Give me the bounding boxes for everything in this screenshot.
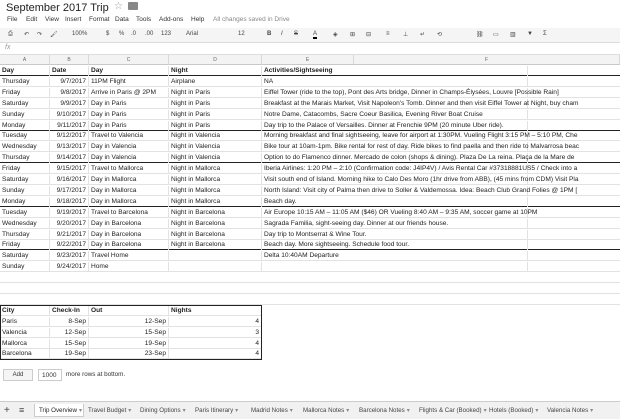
plan-cell[interactable]: 11PM Flight [89, 77, 169, 87]
print-icon[interactable]: ⎙ [8, 31, 13, 37]
night-cell[interactable]: Night in Valencia [169, 131, 262, 141]
tab-menu-chevron-icon[interactable]: ▾ [128, 407, 132, 414]
tab-menu-chevron-icon[interactable]: ▾ [289, 407, 293, 414]
checkin-cell[interactable]: 19-Sep [50, 349, 89, 359]
plan-cell[interactable]: Travel to Barcelona [89, 208, 169, 218]
menu-help[interactable]: Help [191, 16, 205, 23]
table-row [0, 186, 620, 196]
spreadsheet-grid [0, 55, 620, 365]
document-title[interactable]: September 2017 Trip [6, 2, 109, 14]
table-row [0, 131, 620, 141]
table-row [0, 121, 620, 131]
night-cell[interactable]: Night in Mallorca [169, 197, 262, 207]
comment-icon[interactable]: ▭ [493, 32, 499, 38]
header-row [0, 66, 620, 76]
city-cell[interactable]: Mallorca [0, 339, 50, 349]
activity-cell[interactable]: Beach day. [262, 197, 528, 207]
night-cell[interactable]: Night in Mallorca [169, 164, 262, 174]
bold-icon[interactable]: B [267, 31, 272, 37]
tab-menu-chevron-icon[interactable]: ▾ [235, 407, 239, 414]
plan-cell[interactable]: Day in Mallorca [89, 175, 169, 185]
menu-insert[interactable]: Insert [65, 16, 82, 23]
summary-row [0, 317, 262, 327]
sheet-tab-label: Travel Budget [88, 407, 127, 414]
table-row [0, 251, 620, 261]
summary-header-cell[interactable]: Nights [169, 306, 262, 316]
folder-icon[interactable] [128, 2, 138, 10]
night-cell[interactable]: Night in Valencia [169, 142, 262, 152]
date-cell[interactable]: 9/11/2017 [50, 121, 89, 131]
table-row [0, 208, 620, 218]
add-rows-label: more rows at bottom. [66, 371, 126, 378]
activity-cell[interactable]: Sagrada Familia, sight-seeing day. Dinner at our friends house. [262, 219, 528, 229]
date-cell[interactable]: 9/19/2017 [50, 208, 89, 218]
menu-edit[interactable]: Edit [26, 16, 38, 23]
plan-cell[interactable]: Day in Valencia [89, 153, 169, 163]
tab-menu-chevron-icon[interactable]: ▾ [346, 407, 350, 414]
summary-row [0, 349, 262, 359]
date-cell[interactable]: 9/13/2017 [50, 142, 89, 152]
date-cell[interactable]: 9/15/2017 [50, 164, 89, 174]
summary-header-row [0, 306, 262, 316]
day-cell[interactable]: Tuesday [0, 131, 50, 141]
city-cell[interactable]: Paris [0, 317, 50, 327]
link-icon[interactable]: ⛓ [476, 32, 484, 38]
add-rows-button[interactable]: Add [3, 369, 33, 381]
sheet-tab[interactable] [355, 404, 415, 417]
activity-cell[interactable]: NA [262, 77, 528, 87]
day-cell[interactable]: Saturday [0, 175, 50, 185]
day-cell[interactable]: Friday [0, 164, 50, 174]
tab-menu-chevron-icon[interactable]: ▾ [590, 407, 594, 414]
column-header-d[interactable]: D [169, 55, 262, 65]
sheet-tab[interactable] [34, 404, 84, 417]
table-row [0, 197, 620, 207]
fx-icon: fx [5, 44, 11, 51]
activity-cell[interactable]: Air Europe 10:15 AM – 11:05 AM ($46) OR Vueling 8:40 AM – 9:35 AM, soccer game at 10PM [264, 208, 538, 216]
checkout-cell[interactable]: 23-Sep [89, 349, 169, 359]
night-cell[interactable]: Night in Barcelona [169, 240, 262, 250]
table-row [0, 99, 620, 109]
sheet-tab[interactable] [415, 404, 485, 417]
sheet-tabs-bar [0, 401, 620, 419]
tab-menu-chevron-icon[interactable]: ▾ [535, 407, 539, 414]
strikethrough-icon[interactable]: S [294, 31, 299, 37]
checkout-cell[interactable]: 15-Sep [89, 328, 169, 338]
plan-cell[interactable]: Day in Paris [89, 110, 169, 120]
activity-cell[interactable]: Beach day. More sightseeing. Schedule food tour. [262, 240, 528, 250]
empty-row[interactable] [0, 295, 620, 305]
date-cell[interactable]: 9/17/2017 [50, 186, 89, 196]
night-cell[interactable]: Night in Paris [169, 99, 262, 109]
tab-menu-chevron-icon[interactable]: ▾ [406, 407, 410, 414]
menu-file[interactable]: File [7, 16, 18, 23]
night-cell[interactable]: Night in Barcelona [169, 219, 262, 229]
table-row [0, 240, 620, 250]
nights-cell[interactable]: 4 [169, 339, 262, 349]
undo-icon[interactable]: ↶ [24, 32, 30, 38]
menu-tools[interactable]: Tools [136, 16, 152, 23]
header-cell[interactable]: Night [169, 66, 262, 76]
day-cell[interactable]: Tuesday [0, 208, 50, 218]
font-select[interactable]: Arial [186, 31, 199, 37]
functions-icon[interactable]: Σ [543, 31, 547, 37]
table-row [0, 230, 620, 240]
more-formats-button[interactable]: 123 [161, 31, 172, 37]
day-cell[interactable]: Wednesday [0, 219, 50, 229]
activity-cell[interactable] [262, 262, 528, 272]
sheet-tab[interactable] [191, 404, 247, 417]
add-rows-bar [0, 366, 620, 386]
sheet-tab-label: Flights & Car (Booked) [419, 407, 482, 414]
sheet-tab-label: Paris Itinerary [195, 407, 234, 414]
nights-cell[interactable]: 3 [169, 328, 262, 338]
table-row [0, 77, 620, 87]
sheet-tab-label: Valencia Notes [547, 407, 589, 414]
activity-cell[interactable]: Option to do Flamenco dinner. Mercado de colon (shops & dining). Plaza De La reina. Plaça de la Mare de [264, 154, 575, 162]
sheet-tab[interactable] [136, 404, 191, 417]
night-cell[interactable] [169, 262, 262, 272]
table-row [0, 219, 620, 229]
plan-cell[interactable]: Home [89, 262, 169, 272]
activity-cell[interactable]: Morning breakfast and final sightseeing, leave for airport at 1:30PM. Vueling Flight 3:15 PM – 5:10 PM, Che [264, 132, 578, 140]
date-cell[interactable]: 9/8/2017 [50, 88, 89, 98]
date-cell[interactable]: 9/18/2017 [50, 197, 89, 207]
day-cell[interactable]: Sunday [0, 110, 50, 120]
chart-icon[interactable]: ▥ [510, 32, 516, 38]
plan-cell[interactable]: Day in Mallorca [89, 197, 169, 207]
add-sheet-icon[interactable]: + [4, 405, 10, 416]
sheet-tab-label: Hotels (Booked) [489, 407, 534, 414]
table-row [0, 153, 620, 163]
sheet-tab-label: Mallorca Notes [303, 407, 345, 414]
table-row [0, 110, 620, 120]
plan-cell[interactable]: Day in Paris [89, 99, 169, 109]
city-cell[interactable]: Barcelona [0, 349, 50, 359]
redo-icon[interactable]: ↷ [37, 32, 43, 38]
header-cell[interactable]: Day [0, 66, 50, 76]
date-cell[interactable]: 9/16/2017 [50, 175, 89, 185]
day-cell[interactable]: Sunday [0, 186, 50, 196]
table-row [0, 262, 620, 272]
wrap-icon[interactable]: ↵ [420, 32, 426, 38]
date-cell[interactable]: 9/20/2017 [50, 219, 89, 229]
checkout-cell[interactable]: 12-Sep [89, 317, 169, 327]
sheet-tab[interactable] [543, 404, 603, 417]
sheet-tab[interactable] [485, 404, 543, 417]
activity-cell[interactable]: Breakfast at the Marais Market, Visit Napoleon's Tomb. Dinner and then visit Eiffel Tower at Night, buy cham [264, 99, 579, 107]
valign-icon[interactable]: ⊥ [403, 32, 409, 38]
sheet-tab-label: Barcelona Notes [359, 407, 405, 414]
sheet-tab[interactable] [84, 404, 136, 417]
percent-button[interactable]: % [119, 31, 125, 37]
header-cell[interactable]: Day [89, 66, 169, 76]
column-header-b[interactable]: B [50, 55, 89, 65]
activity-cell[interactable]: North Island: Visit city of Palma then drive to Soller & Valdemossa. Idea: Beach Club Grand Folies @ 1PM [ [264, 186, 578, 194]
font-size-select[interactable]: 12 [238, 31, 245, 37]
sheet-tab-label: Dining Options [140, 407, 181, 414]
zoom-select[interactable]: 100% [72, 31, 88, 37]
empty-row[interactable] [0, 273, 620, 283]
column-header-c[interactable]: C [89, 55, 169, 65]
nights-cell[interactable]: 4 [169, 317, 262, 327]
borders-icon[interactable]: ⊞ [350, 32, 356, 38]
activity-cell[interactable]: Visit south end of Island. Morning hike to Calo Des Moro (1hr drive from ABB), (45 mins from CDM) Visit Pla [264, 176, 579, 183]
night-cell[interactable]: Night in Mallorca [169, 186, 262, 196]
all-sheets-icon[interactable]: ≡ [19, 405, 25, 415]
table-row [0, 88, 620, 98]
plan-cell[interactable]: Day in Valencia [89, 142, 169, 152]
save-status: All changes saved in Drive [213, 16, 290, 23]
column-header-a[interactable]: A [0, 55, 50, 65]
activity-cell[interactable]: Bike tour at 10am-1pm. Bike rental for rest of day. Ride bikes to find paella and then ride to Malvarrosa beac [264, 143, 580, 151]
column-header-f[interactable]: F [354, 55, 620, 65]
sheet-tab-label: Madrid Notes [251, 407, 288, 414]
day-cell[interactable]: Wednesday [0, 142, 50, 152]
night-cell[interactable]: Night in Mallorca [169, 175, 262, 185]
currency-button[interactable]: $ [106, 31, 110, 37]
day-cell[interactable]: Thursday [0, 153, 50, 163]
plan-cell[interactable]: Day in Paris [89, 121, 169, 131]
day-cell[interactable]: Friday [0, 240, 50, 250]
day-cell[interactable]: Sunday [0, 262, 50, 272]
menu-view[interactable]: View [45, 16, 59, 23]
menu-data[interactable]: Data [115, 16, 129, 23]
summary-header-cell[interactable]: City [0, 306, 50, 316]
table-row [0, 175, 620, 185]
date-cell[interactable]: 9/22/2017 [50, 240, 89, 250]
plan-cell[interactable]: Travel to Mallorca [89, 164, 169, 174]
toolbar [0, 28, 620, 43]
day-cell[interactable]: Saturday [0, 99, 50, 109]
plan-cell[interactable]: Travel Home [89, 251, 169, 261]
activity-cell[interactable]: Eiffel Tower (ride to the top), Pont des Arts bridge, Dinner in Champs-Élysées, Louvre [Possible Rain] [264, 88, 559, 96]
align-left-icon[interactable]: ≡ [386, 31, 390, 37]
title-bar [0, 0, 620, 28]
date-cell[interactable]: 9/12/2017 [50, 131, 89, 141]
plan-cell[interactable]: Day in Barcelona [89, 219, 169, 229]
activity-cell[interactable]: Day trip to Montserrat & Wine Tour. [262, 230, 528, 240]
night-cell[interactable]: Night in Barcelona [169, 230, 262, 240]
date-cell[interactable]: 9/9/2017 [50, 99, 89, 109]
plan-cell[interactable]: Day in Barcelona [89, 230, 169, 240]
activity-cell[interactable]: Day trip to the Palace of Versailles. Dinner at Frenchie 9PM (20 minute Uber ride). [262, 121, 528, 131]
date-cell[interactable]: 9/23/2017 [50, 251, 89, 261]
merge-icon[interactable]: ⊟ [366, 32, 372, 38]
increase-decimal-button[interactable]: .00 [145, 31, 154, 37]
star-icon[interactable]: ☆ [114, 1, 123, 12]
night-cell[interactable]: Night in Paris [169, 88, 262, 98]
activity-cell[interactable]: Iberia Airlines: 1:20 PM – 2:10 (Confirmation code: J4IP4V) / Avis Rental Car #37318881US5 / Check into a [264, 165, 578, 173]
italic-icon[interactable]: I [281, 31, 283, 37]
column-header-e[interactable]: E [262, 55, 354, 65]
header-cell[interactable]: Date [50, 66, 89, 76]
day-cell[interactable]: Monday [0, 197, 50, 207]
summary-row [0, 328, 262, 338]
tab-menu-chevron-icon[interactable]: ▾ [78, 407, 83, 414]
date-cell[interactable]: 9/24/2017 [50, 262, 89, 272]
day-cell[interactable]: Thursday [0, 77, 50, 87]
night-cell[interactable]: Night in Valencia [169, 153, 262, 163]
checkout-cell[interactable]: 19-Sep [89, 339, 169, 349]
paint-format-icon[interactable]: 🖌 [50, 32, 58, 38]
date-cell[interactable]: 9/10/2017 [50, 110, 89, 120]
menu-addons[interactable]: Add-ons [159, 16, 184, 23]
summary-row [0, 339, 262, 349]
sheet-tab[interactable] [299, 404, 355, 417]
activity-cell[interactable]: Notre Dame, Catacombs, Sacre Coeur Basilica, Evening River Boat Cruise [262, 110, 528, 120]
date-cell[interactable]: 9/21/2017 [50, 230, 89, 240]
city-cell[interactable]: Valencia [0, 328, 50, 338]
night-cell[interactable]: Night in Paris [169, 110, 262, 120]
plan-cell[interactable]: Arrive in Paris @ 2PM [89, 88, 169, 98]
checkin-cell[interactable]: 12-Sep [50, 328, 89, 338]
formula-bar[interactable] [0, 43, 620, 55]
table-row [0, 142, 620, 152]
summary-header-cell[interactable]: Check-In [50, 306, 89, 316]
empty-row[interactable] [0, 284, 620, 294]
summary-header-cell[interactable]: Out [89, 306, 169, 316]
night-cell[interactable]: Night in Barcelona [169, 208, 262, 218]
fill-color-icon[interactable]: ◈ [333, 32, 338, 38]
tab-menu-chevron-icon[interactable]: ▾ [182, 407, 186, 414]
tab-menu-chevron-icon[interactable]: ▾ [483, 407, 487, 414]
sheet-tab[interactable] [247, 404, 299, 417]
filter-icon[interactable]: ▼ [527, 31, 533, 37]
night-cell[interactable] [169, 251, 262, 261]
header-cell[interactable]: Activities/Sightseeing [262, 66, 528, 76]
checkin-cell[interactable]: 15-Sep [50, 339, 89, 349]
table-row [0, 164, 620, 174]
day-cell[interactable]: Thursday [0, 230, 50, 240]
plan-cell[interactable]: Day in Mallorca [89, 186, 169, 196]
rows-count-input[interactable]: 1000 [38, 369, 62, 381]
checkin-cell[interactable]: 8-Sep [50, 317, 89, 327]
day-cell[interactable]: Friday [0, 88, 50, 98]
plan-cell[interactable]: Travel to Valencia [89, 131, 169, 141]
sheet-tab-label: Trip Overview [39, 407, 77, 414]
date-cell[interactable]: 9/7/2017 [50, 77, 89, 87]
night-cell[interactable]: Night in Paris [169, 121, 262, 131]
day-cell[interactable]: Saturday [0, 251, 50, 261]
menu-format[interactable]: Format [89, 16, 110, 23]
date-cell[interactable]: 9/14/2017 [50, 153, 89, 163]
text-color-icon[interactable]: A [313, 31, 318, 37]
decrease-decimal-button[interactable]: .0 [131, 31, 137, 37]
rotate-icon[interactable]: ⟲ [437, 32, 443, 38]
day-cell[interactable]: Monday [0, 121, 50, 131]
night-cell[interactable]: Airplane [169, 77, 262, 87]
nights-cell[interactable]: 4 [169, 349, 262, 359]
plan-cell[interactable]: Day in Barcelona [89, 240, 169, 250]
activity-cell[interactable]: Delta 10:40AM Departure [262, 251, 528, 261]
